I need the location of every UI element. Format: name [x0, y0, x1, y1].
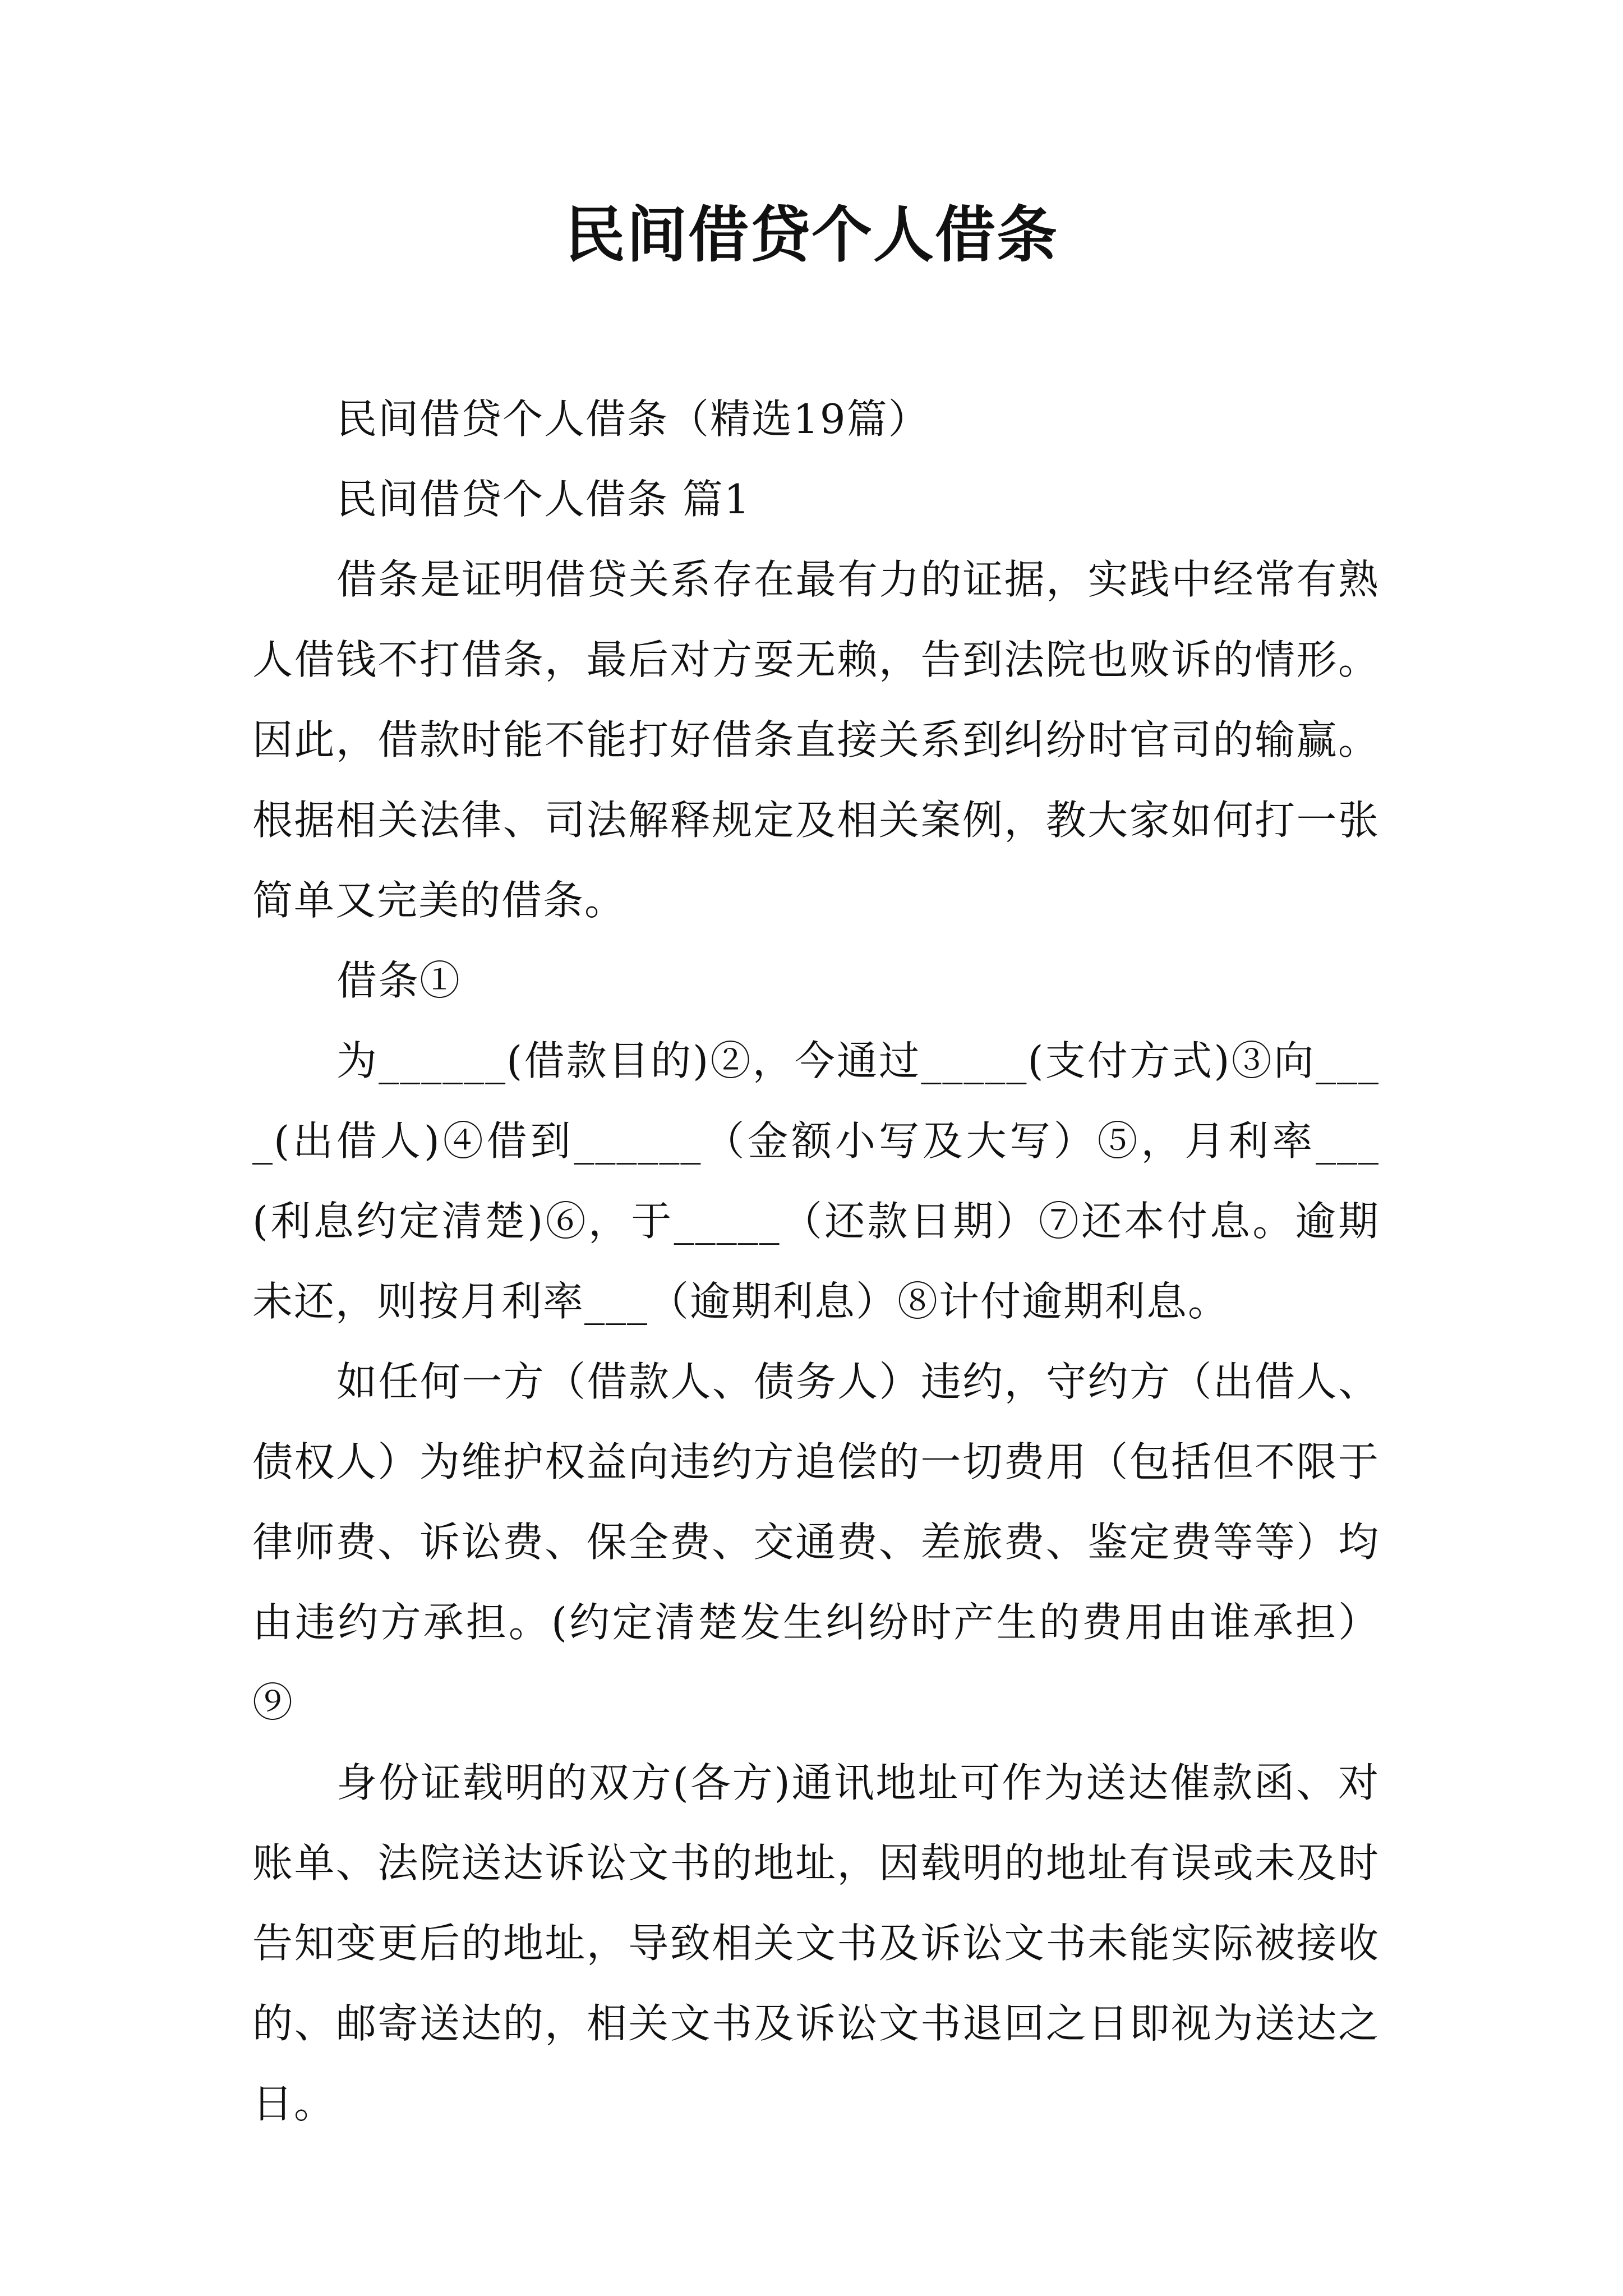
document-body [252, 379, 1380, 2144]
iou-template-paragraph: 为______(借款目的)②，今通过_____(支付方式)③向____(出借人)④借到______（金额小写及大写）⑤，月利率___(利息约定清楚)⑥，于_____（还款日期）⑦还本付息。逾期未还，则按月利率___（逾期利息）⑧计付逾期利息。 [252, 1037, 1380, 1325]
iou-heading: 借条① [336, 957, 462, 1004]
subtitle-paragraph: 民间借贷个人借条（精选19篇） [336, 395, 930, 443]
document-title: 民间借贷个人借条 [564, 200, 1058, 270]
intro-paragraph: 借条是证明借贷关系存在最有力的证据，实践中经常有熟人借钱不打借条，最后对方耍无赖，告到法院也败诉的情形。因此，借款时能不能打好借条直接关系到纠纷时官司的输赢。根据相关法律、司法解释规定及相关案例，教大家如何打一张简单又完美的借条。 [252, 556, 1380, 924]
section-heading: 民间借贷个人借条 篇1 [336, 476, 751, 523]
breach-clause-paragraph: 如任何一方（借款人、债务人）违约，守约方（出借人、债权人）为维护权益向违约方追偿的一切费用（包括但不限于律师费、诉讼费、保全费、交通费、差旅费、鉴定费等等）均由违约方承担。(约定清楚发生纠纷时产生的费用由谁承担）⑨ [252, 1358, 1380, 1726]
address-clause-paragraph: 身份证载明的双方(各方)通讯地址可作为送达催款函、对账单、法院送达诉讼文书的地址，因载明的地址有误或未及时告知变更后的地址，导致相关文书及诉讼文书未能实际被接收的、邮寄送达的，相关文书及诉讼文书退回之日即视为送达之日。 [252, 1759, 1380, 2127]
